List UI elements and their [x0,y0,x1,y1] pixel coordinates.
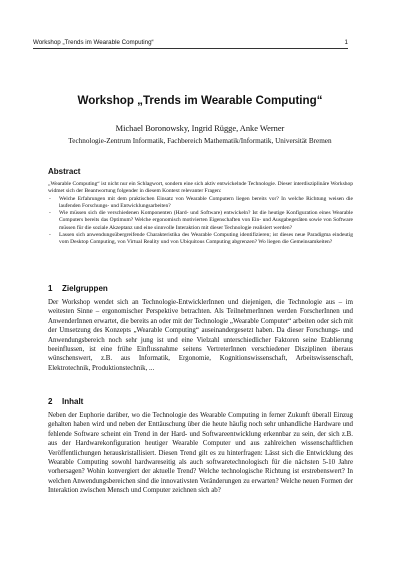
running-header [33,39,348,49]
paper-title: Workshop „Trends im Wearable Computing“ [77,94,323,107]
abstract-question-text: Lassen sich anwendungsübergreifende Charakteristika des Wearable Computing identifizieren; ist dieses neue Paradigma eindeutig vom Desktop Computing, von Virtual Reality und von Ubiquitous Computing abgrenzen? Wo liegen die Gemeinsamkeiten? [59,232,353,246]
section-body-zielgruppen: Der Workshop wendet sich an Technologie-EntwicklerInnen und diejenigen, die Technologie aus – im weitesten Sinne – ergonomischer Perspektive betrachten. Als TeilnehmerInnen werden ForscherInnen und AnwenderInnen erwartet, die bereits an oder mit der Technologie „Wearable Computer“ arbeiten oder sich mit der Umsetzung des Konzepts „Wearable Computing“ auseinandergesetzt haben. Da dieser Forschungs- und Anwendungsbereich noch sehr jung ist und eine Vielzahl unterschiedlicher Faktoren seine Etablierung beeinflussen, ist eine frühe Einflussnahme seitens VertreterInnen verschiedener Disziplinen überaus wünschenswert, z.B. aus Informatik, Ergonomie, Kognitionswissenschaft, Arbeitswissenschaft, Elektrotechnik, Produktionstechnik, ... [48,299,353,372]
section-heading-zielgruppen [48,284,108,293]
page-number: 1 [344,39,348,46]
section-heading-inhalt [48,397,83,406]
abstract-question-item [48,196,353,211]
abstract-question-text: Wie müssen sich die verschiedenen Komponenten (Hard- und Software) entwickeln? Ist die heutige Konfiguration eines Wearable Computers bereits das Optimum? Welche ergonomisch motivierten Eigenschaften von Ein- und Ausgabegeräten sowie von Software müssen für die soziale Akzeptanz und eine sinnvolle Interaktion mit dieser Technologie realisiert werden? [59,210,353,231]
bullet-dash: - [49,232,51,239]
section-title: Zielgruppen [62,284,108,293]
abstract-question-list [48,196,353,247]
abstract-heading: Abstract [48,167,81,176]
abstract-body [48,181,353,247]
section-title: Inhalt [62,397,84,406]
bullet-dash: - [49,210,51,217]
section-body-inhalt: Neben der Euphorie darüber, wo die Technologie des Wearable Computing in ferner Zukunft überall Einzug gehalten haben wird und neben der Enttäuschung über die heute häufig noch sehr unhandliche Hardware und fehlende Software scheint ein Trend in der Hard- und Softwareentwicklung erkennbar zu sein, der sich z.B. aus der Hardwarekonfiguration heutiger Wearable Computer und aus zahlreichen wissenschaftlichen Veröffentlichungen herauskristallisiert. Diesen Trend gilt es zu hinterfragen: Lässt sich die Entwicklung des Wearable Computing sowohl hardwareseitig als auch softwaretechnologisch für die nächsten 5-10 Jahre vorhersagen? Wohin konvergiert der aktuelle Trend? Welche technologische Richtung ist erstrebenswert? In welchen Anwendungsbereichen sind die innovativsten Veränderungen zu erwarten? Welche neuen Formen der Interaktion zwischen Mensch und Computer zeichnen sich ab? [48,412,353,495]
abstract-question-text: Welche Erfahrungen mit dem praktischen Einsatz von Wearable Computern liegen bereits vor? In welche Richtung weisen die laufenden Forschungs- und Entwicklungsarbeiten? [59,195,353,209]
section-number: 2 [48,397,53,406]
running-header-title: Workshop „Trends im Wearable Computing“ [33,39,154,46]
abstract-question-item [48,210,353,232]
abstract-question-item [48,232,353,247]
abstract-intro: „Wearable Computing“ ist nicht nur ein Schlagwort, sondern eine sich aktiv entwickelnde Technologie. Dieser interdisziplinäre Workshop widmet sich der Beantwortung folgender in diesem Kontext relevanter Fragen: [48,181,353,195]
section-number: 1 [48,284,53,293]
bullet-dash: - [49,195,51,202]
paper-authors: Michael Boronowsky, Ingrid Rügge, Anke Werner [115,124,285,133]
paper-affiliation: Technologie-Zentrum Informatik, Fachbereich Mathematik/Informatik, Universität Bremen [68,137,332,145]
